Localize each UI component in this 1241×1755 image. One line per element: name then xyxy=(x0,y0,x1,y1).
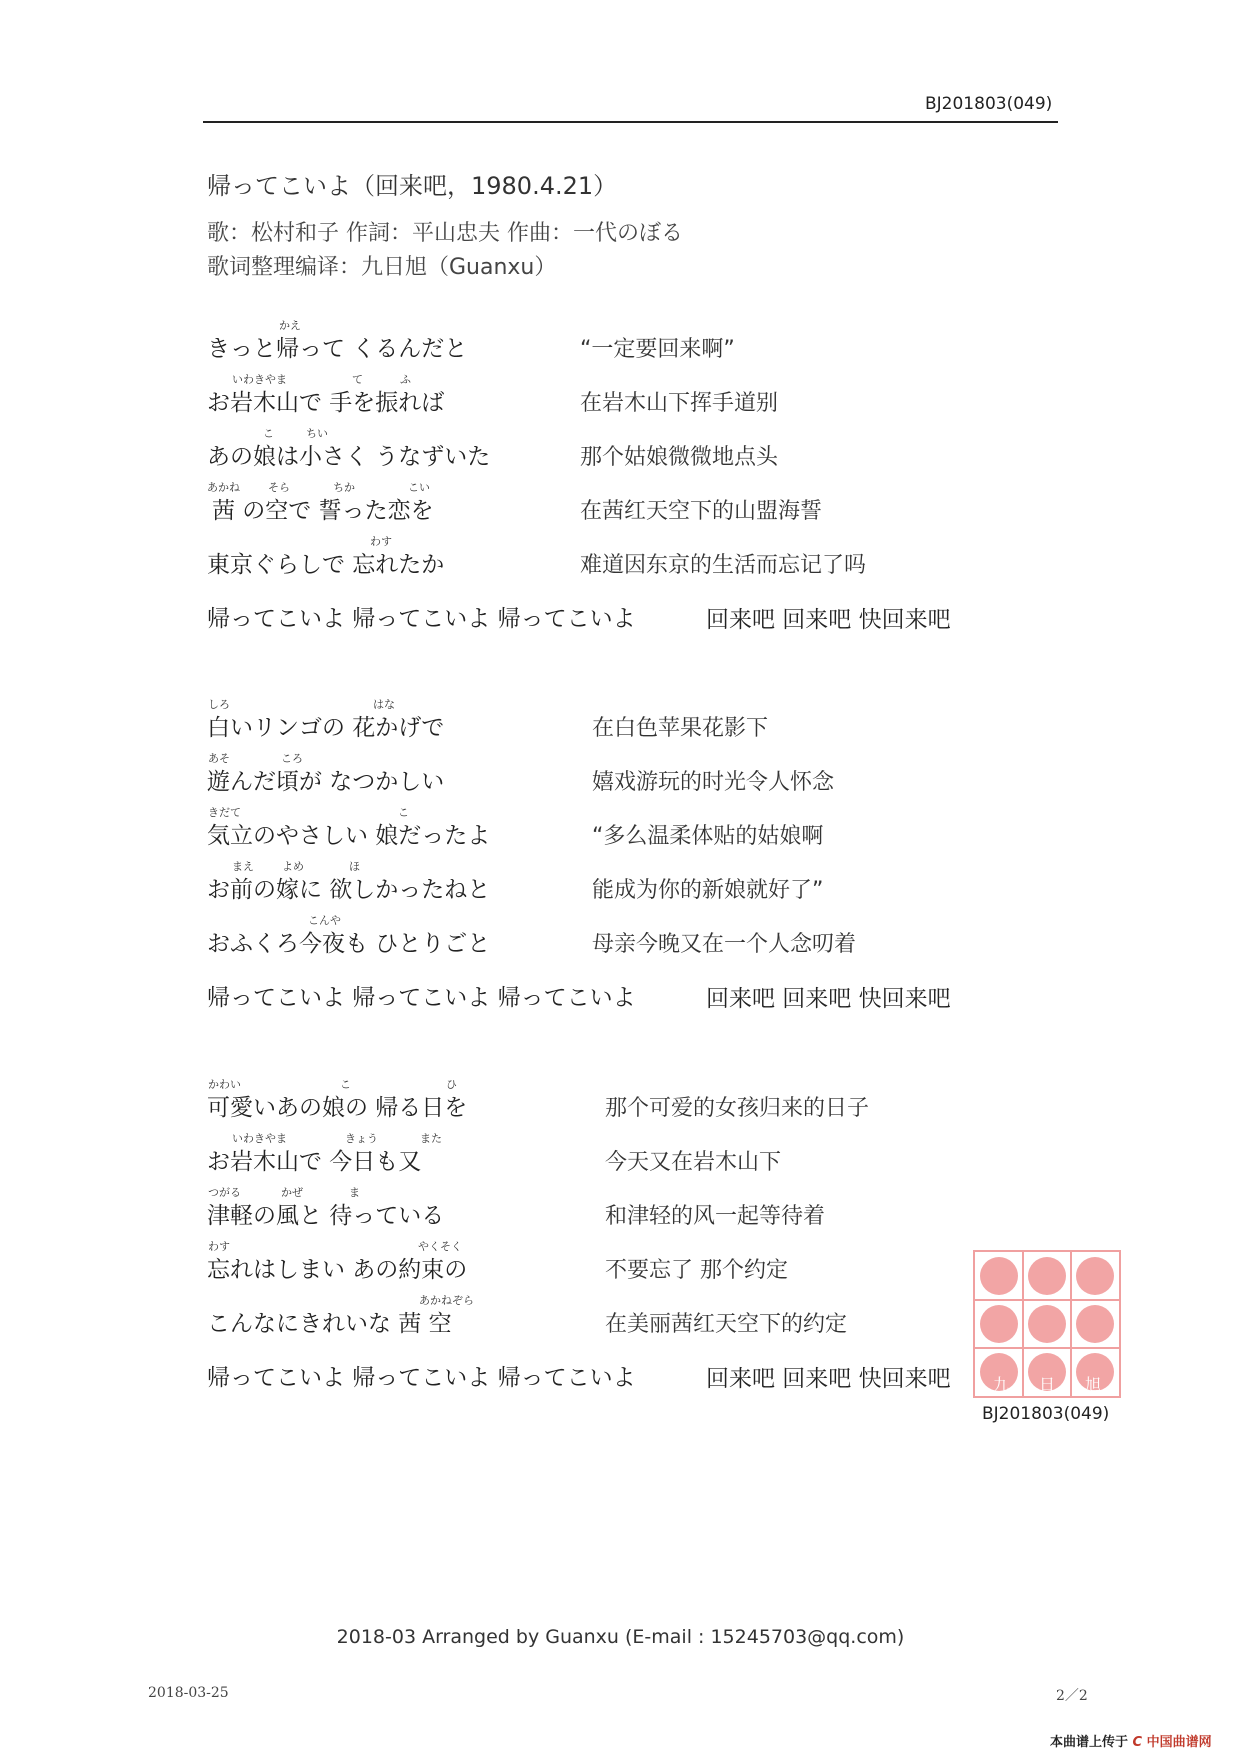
lyric-jp: 津軽の風と 待っている xyxy=(207,1203,445,1229)
lyric-jp: お岩木山で 手を振れば xyxy=(207,390,445,416)
lyric-cn: 那个姑娘微微地点头 xyxy=(580,445,779,470)
lyric-cn: 和津轻的风一起等待着 xyxy=(605,1204,826,1229)
lyric-cn: “多么温柔体贴的姑娘啊 xyxy=(592,824,824,849)
ruby: あかねぞら xyxy=(419,1294,474,1307)
ruby: こんや xyxy=(308,914,341,927)
ruby: そら xyxy=(268,481,290,494)
ruby: しろ xyxy=(208,698,230,711)
lyric-cn: 嬉戏游玩的时光令人怀念 xyxy=(592,770,835,795)
lyric-cn: 能成为你的新娘就好了” xyxy=(592,878,824,903)
lyric-jp: 可愛いあの娘の 帰る日を xyxy=(207,1095,468,1121)
lyric-cn: 今天又在岩木山下 xyxy=(605,1150,782,1175)
ruby: やくそく xyxy=(418,1240,462,1253)
upload-text: 本曲谱上传于 xyxy=(1050,1735,1129,1750)
ruby: はな xyxy=(373,698,395,711)
document-code: BJ201803(049) xyxy=(925,94,1053,114)
ruby: ふ xyxy=(400,373,411,386)
lyric-jp: 気立のやさしい 娘だったよ xyxy=(207,823,491,849)
stamp-dot xyxy=(1028,1257,1066,1295)
ruby: また xyxy=(420,1132,442,1145)
print-date: 2018-03-25 xyxy=(148,1685,229,1701)
credits-line-1: 歌：松村和子 作詞：平山忠夫 作曲：一代のぼる xyxy=(207,221,683,246)
lyric-cn: 难道因东京的生活而忘记了吗 xyxy=(580,553,867,578)
lyric-jp: きっと帰って くるんだと xyxy=(207,336,468,362)
lyric-cn: 不要忘了 那个约定 xyxy=(605,1258,788,1283)
stamp-char: 日 xyxy=(1038,1375,1055,1394)
lyric-cn: “一定要回来啊” xyxy=(580,337,735,362)
ruby: きだて xyxy=(208,806,241,819)
ruby: て xyxy=(352,373,363,386)
chorus-cn: 回来吧 回来吧 快回来吧 xyxy=(706,1366,951,1392)
chorus-cn: 回来吧 回来吧 快回来吧 xyxy=(706,986,951,1012)
lyric-jp: 茜 の空で 誓った恋を xyxy=(212,498,434,524)
ruby: ころ xyxy=(281,752,303,765)
ruby: ひ xyxy=(446,1078,457,1091)
stamp-grid-line xyxy=(975,1299,1119,1301)
arranged-by-footer: 2018-03 Arranged by Guanxu (E-mail : 15245703@qq.com) xyxy=(336,1626,905,1648)
lyric-jp: 東京ぐらしで 忘れたか xyxy=(207,552,445,578)
lyric-jp: お前の嫁に 欲しかったねと xyxy=(207,877,491,903)
ruby: きょう xyxy=(345,1132,378,1145)
ruby: ま xyxy=(349,1186,360,1199)
stamp-dot xyxy=(980,1305,1018,1343)
ruby: ほ xyxy=(349,860,360,873)
lyric-cn: 那个可爱的女孩归来的日子 xyxy=(605,1096,870,1121)
ruby: わす xyxy=(370,535,392,548)
site-logo-icon: C xyxy=(1132,1735,1143,1750)
upload-source xyxy=(1050,1731,1212,1750)
stamp-dot xyxy=(1076,1257,1114,1295)
ruby: あかね xyxy=(207,481,240,494)
lyric-jp: お岩木山で 今日も又 xyxy=(207,1149,422,1175)
lyric-cn: 在茜红天空下的山盟海誓 xyxy=(580,499,823,524)
ruby: かぜ xyxy=(281,1186,303,1199)
song-title: 帰ってこいよ（回来吧，1980.4.21） xyxy=(207,172,618,200)
header-rule xyxy=(203,121,1058,123)
stamp-dot xyxy=(1028,1305,1066,1343)
lyric-cn: 在美丽茜红天空下的约定 xyxy=(605,1312,848,1337)
lyric-jp: 白いリンゴの 花かげで xyxy=(207,715,445,741)
stamp-grid-line xyxy=(975,1347,1119,1349)
chorus-cn: 回来吧 回来吧 快回来吧 xyxy=(706,607,951,633)
lyric-cn: 在岩木山下挥手道别 xyxy=(580,391,779,416)
credits-line-2: 歌词整理编译：九日旭（Guanxu） xyxy=(207,255,557,280)
chorus-jp: 帰ってこいよ 帰ってこいよ 帰ってこいよ xyxy=(207,606,636,632)
stamp-char: 九 xyxy=(992,1375,1009,1394)
lyric-jp: 遊んだ頃が なつかしい xyxy=(207,769,445,795)
site-name-link[interactable]: 中国曲谱网 xyxy=(1146,1735,1212,1750)
stamp-dot xyxy=(1076,1305,1114,1343)
ruby: ちか xyxy=(333,481,355,494)
stamp-code: BJ201803(049) xyxy=(982,1404,1110,1424)
stamp-dot xyxy=(980,1257,1018,1295)
lyric-jp: あの娘は小さく うなずいた xyxy=(207,444,491,470)
ruby: こ xyxy=(340,1078,351,1091)
lyric-jp: こんなにきれいな 茜 空 xyxy=(207,1311,452,1337)
ruby: つがる xyxy=(208,1186,241,1199)
ruby: わす xyxy=(208,1240,230,1253)
chorus-jp: 帰ってこいよ 帰ってこいよ 帰ってこいよ xyxy=(207,985,636,1011)
ruby: いわきやま xyxy=(232,1132,287,1145)
ruby: あそ xyxy=(208,752,230,765)
ruby: まえ xyxy=(232,860,254,873)
ruby: ちい xyxy=(306,427,328,440)
chorus-jp: 帰ってこいよ 帰ってこいよ 帰ってこいよ xyxy=(207,1365,636,1391)
ruby: こい xyxy=(408,481,430,494)
ruby: よめ xyxy=(282,860,304,873)
stamp-char: 旭 xyxy=(1084,1375,1101,1394)
page-number: 2／2 xyxy=(1056,1688,1088,1704)
ruby: いわきやま xyxy=(232,373,287,386)
ruby: かわい xyxy=(208,1078,241,1091)
stamp-characters xyxy=(978,1372,1118,1395)
lyric-cn: 母亲今晚又在一个人念叨着 xyxy=(592,932,857,957)
lyric-jp: 忘れはしまい あの約束の xyxy=(207,1257,468,1283)
ruby: かえ xyxy=(279,319,301,332)
ruby: こ xyxy=(398,806,409,819)
ruby: こ xyxy=(263,427,274,440)
lyric-jp: おふくろ今夜も ひとりごと xyxy=(207,931,491,957)
lyric-cn: 在白色苹果花影下 xyxy=(592,716,769,741)
